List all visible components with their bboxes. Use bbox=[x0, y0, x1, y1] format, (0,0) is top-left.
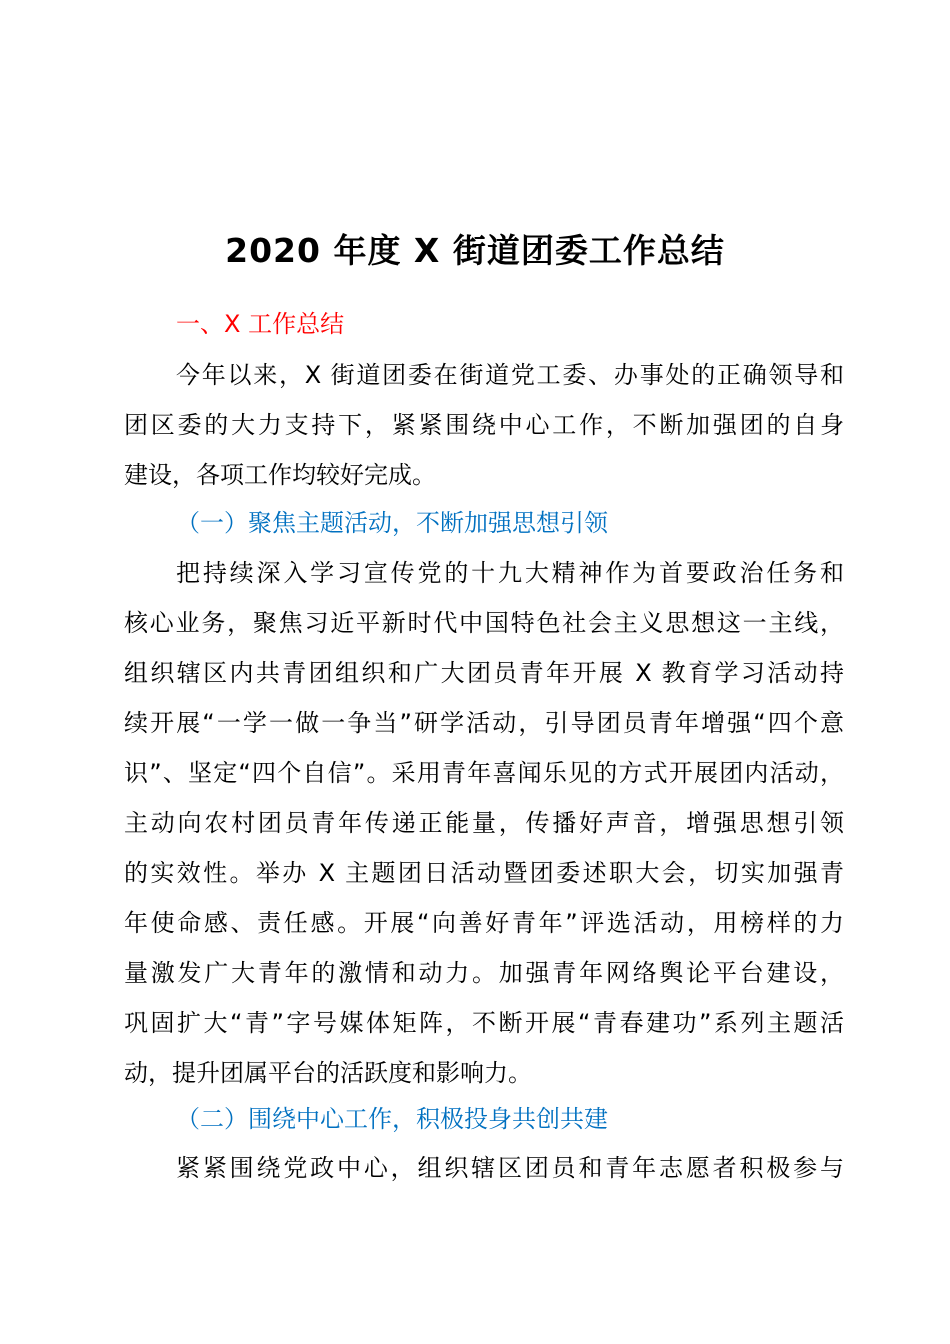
paragraph-line: 动，提升团属平台的活跃度和影响力。 bbox=[124, 1059, 532, 1087]
intro-paragraph bbox=[124, 357, 844, 507]
paragraph-line: 年使命感、责任感。开展“向善好青年”评选活动，用榜样的力 bbox=[124, 909, 844, 937]
subsection-2-paragraph bbox=[124, 1150, 844, 1200]
section-heading: 一、X 工作总结 bbox=[176, 310, 345, 338]
paragraph-line: 巩固扩大“青”字号媒体矩阵，不断开展“青春建功”系列主题活 bbox=[124, 1009, 844, 1037]
subsection-heading-2: （二）围绕中心工作，积极投身共创共建 bbox=[176, 1105, 608, 1133]
subsection-1-paragraph bbox=[124, 555, 844, 1105]
document-title: 2020 年度 X 街道团委工作总结 bbox=[225, 231, 725, 270]
paragraph-line: 组织辖区内共青团组织和广大团员青年开展 X 教育学习活动持 bbox=[124, 659, 844, 687]
paragraph-line: 核心业务，聚焦习近平新时代中国特色社会主义思想这一主线， bbox=[124, 609, 844, 637]
paragraph-line: 识”、坚定“四个自信”。采用青年喜闻乐见的方式开展团内活动， bbox=[124, 759, 844, 787]
paragraph-line: 主动向农村团员青年传递正能量，传播好声音，增强思想引领 bbox=[124, 809, 844, 837]
paragraph-line: 的实效性。举办 X 主题团日活动暨团委述职大会，切实加强青 bbox=[124, 859, 844, 887]
subsection-heading-1: （一）聚焦主题活动，不断加强思想引领 bbox=[176, 509, 608, 537]
paragraph-line: 建设，各项工作均较好完成。 bbox=[124, 461, 436, 489]
paragraph-line: 团区委的大力支持下，紧紧围绕中心工作，不断加强团的自身 bbox=[124, 411, 844, 439]
paragraph-line: 紧紧围绕党政中心，组织辖区团员和青年志愿者积极参与 bbox=[176, 1154, 844, 1182]
paragraph-line: 量激发广大青年的激情和动力。加强青年网络舆论平台建设， bbox=[124, 959, 844, 987]
paragraph-line: 续开展“一学一做一争当”研学活动，引导团员青年增强“四个意 bbox=[124, 709, 844, 737]
paragraph-line: 把持续深入学习宣传党的十九大精神作为首要政治任务和 bbox=[176, 559, 844, 587]
paragraph-line: 今年以来，X 街道团委在街道党工委、办事处的正确领导和 bbox=[176, 361, 844, 389]
